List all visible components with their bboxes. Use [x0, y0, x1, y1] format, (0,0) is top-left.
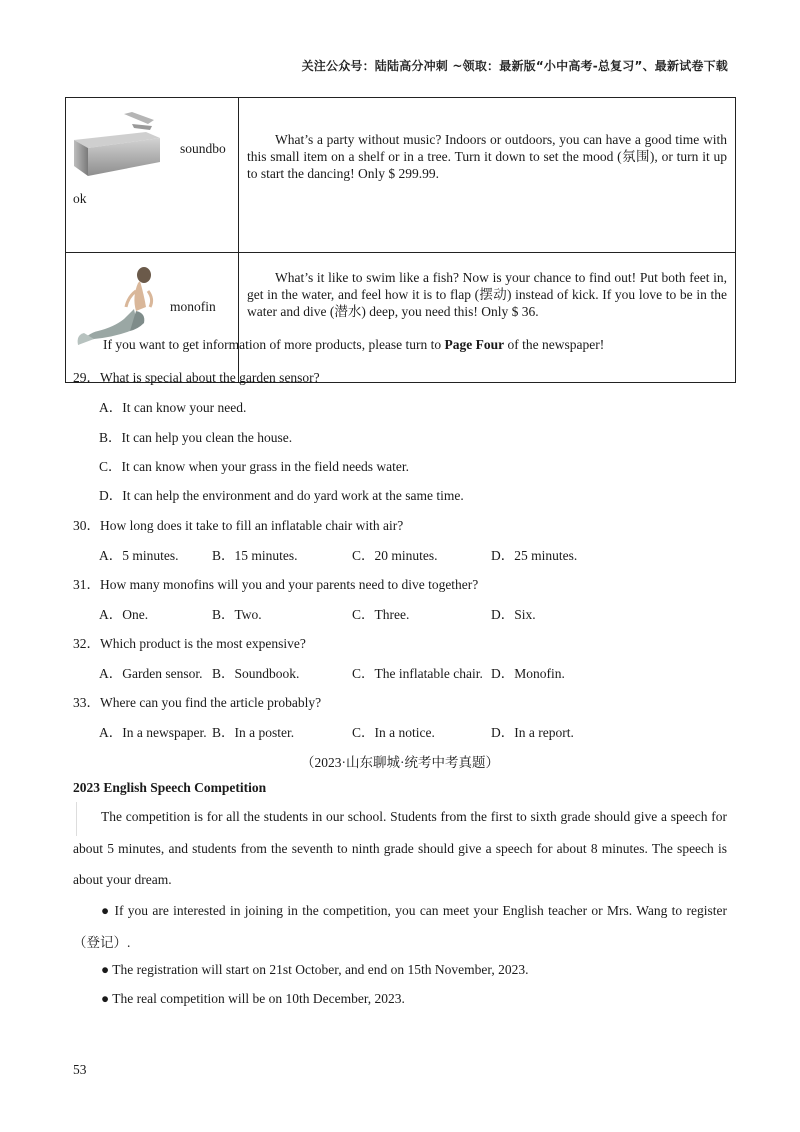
product-description: What’s it like to swim like a fish? Now is your chance to find out! Put both feet in, get in the water, and feel how it is to flap (摆动) instead of kick. If you love to be in the water and dive (潜水) deep, you need this! Only $ 36. — [239, 253, 736, 383]
source-note: （2023·山东聊城·统考中考真题） — [301, 755, 499, 770]
option-32-d: D．Monofin. — [491, 666, 565, 681]
question-32: 32．Which product is the most expensive? — [73, 636, 306, 651]
page-header: 关注公众号：陆陆高分冲刺 ~领取：最新版“小中高考-总复习”、最新试卷下载 — [301, 59, 728, 73]
page-number: 53 — [73, 1062, 87, 1077]
question-29: 29．What is special about the garden sensor? — [73, 370, 320, 385]
product-description: What’s a party without music? Indoors or outdoors, you can have a good time with this small item on a shelf or in a tree. Turn it down to set the mood (氛围), or turn it up to start the dancing! Only $ 299.99. — [239, 98, 736, 253]
option-30-b: B．15 minutes. — [212, 548, 298, 563]
soundbook-image — [72, 110, 172, 180]
option-33-d: D．In a report. — [491, 725, 574, 740]
page-reference: Page Four — [444, 337, 505, 352]
question-33: 33．Where can you find the article probably? — [73, 695, 322, 710]
option-33-a: A．In a newspaper. — [99, 725, 207, 740]
passage-title: 2023 English Speech Competition — [73, 780, 267, 795]
option-29-b: B．It can help you clean the house. — [99, 430, 293, 445]
product-name: monofin — [170, 299, 216, 314]
product-row-soundbook — [66, 98, 736, 253]
passage-bullet-2: ● The registration will start on 21st October, and end on 15th November, 2023. — [101, 962, 529, 977]
option-31-c: C．Three. — [352, 607, 410, 622]
option-30-d: D．25 minutes. — [491, 548, 578, 563]
product-name-part2: ok — [73, 191, 87, 206]
question-31: 31．How many monofins will you and your parents need to dive together? — [73, 577, 479, 592]
option-31-b: B．Two. — [212, 607, 262, 622]
product-image-cell — [66, 98, 239, 253]
option-29-a: A．It can know your need. — [99, 400, 247, 415]
option-33-c: C．In a notice. — [352, 725, 435, 740]
option-30-c: C．20 minutes. — [352, 548, 438, 563]
option-29-d: D．It can help the environment and do yard work at the same time. — [99, 488, 464, 503]
option-32-b: B．Soundbook. — [212, 666, 300, 681]
option-33-b: B．In a poster. — [212, 725, 295, 740]
option-29-c: C．It can know when your grass in the field needs water. — [99, 459, 410, 474]
option-31-a: A．One. — [99, 607, 149, 622]
option-30-a: A．5 minutes. — [99, 548, 179, 563]
product-row-monofin — [66, 253, 736, 383]
passage-bullet-3: ● The real competition will be on 10th December, 2023. — [101, 991, 405, 1006]
option-32-a: A．Garden sensor. — [99, 666, 203, 681]
option-32-c: C．The inflatable chair. — [352, 666, 483, 681]
mermaid-monofin-image — [74, 261, 166, 349]
question-30: 30．How long does it take to fill an inflatable chair with air? — [73, 518, 404, 533]
passage-paragraph-1: The competition is for all the students in our school. Students from the first to sixth grade should give a speech for about 5 minutes, and students from the seventh to ninth grade should give a speech for about 8 minutes. The speech is about your dream. — [73, 809, 727, 887]
passage-bullet-1: ● If you are interested in joining in the competition, you can meet your English teacher or Mrs. Wang to register（登记）. — [73, 903, 727, 950]
product-name-part1: soundbo — [180, 141, 226, 156]
product-image-cell — [66, 253, 239, 383]
option-31-d: D．Six. — [491, 607, 536, 622]
more-info-line: If you want to get information of more products, please turn to Page Four of the newspaper! — [103, 337, 605, 352]
